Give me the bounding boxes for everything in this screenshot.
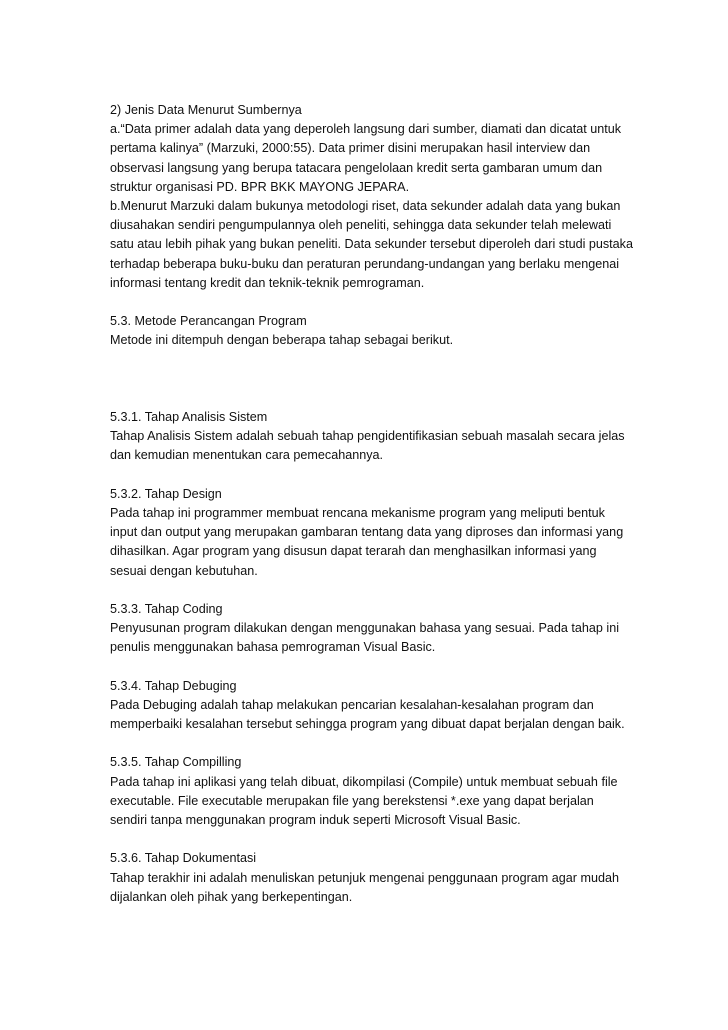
body-line: pertama kalinya” (Marzuki, 2000:55). Data primer disini merupakan hasil interview dan xyxy=(110,141,591,156)
body-line: dan kemudian menentukan cara pemecahannya. xyxy=(110,448,384,463)
body-line: Pada Debuging adalah tahap melakukan pencarian kesalahan-kesalahan program dan xyxy=(110,697,594,712)
section-heading: 5.3.6. Tahap Dokumentasi xyxy=(110,851,257,866)
body-line: Tahap Analisis Sistem adalah sebuah tahap pengidentifikasian sebuah masalah secara jelas xyxy=(110,429,625,444)
section-heading: 5.3.3. Tahap Coding xyxy=(110,601,223,616)
body-line: satu atau lebih pihak yang bukan peneliti. Data sekunder tersebut diperoleh dari studi pustaka xyxy=(110,237,633,252)
body-line: sendiri tanpa menggunakan program induk seperti Microsoft Visual Basic. xyxy=(110,812,521,827)
body-line: a.“Data primer adalah data yang deperoleh langsung dari sumber, diamati dan dicatat untuk xyxy=(110,122,622,137)
body-line: b.Menurut Marzuki dalam bukunya metodologi riset, data sekunder adalah data yang bukan xyxy=(110,198,621,213)
body-line: dihasilkan. Agar program yang disusun dapat terarah dan menghasilkan informasi yang xyxy=(110,544,597,559)
paragraph-gap xyxy=(110,657,670,676)
paragraph-gap xyxy=(110,581,670,600)
body-line: terhadap beberapa buku-buku dan peraturan perundang-undangan yang berlaku mengenai xyxy=(110,256,620,271)
document-body xyxy=(110,101,670,907)
section-heading: 2) Jenis Data Menurut Sumbernya xyxy=(110,103,302,117)
body-line: observasi langsung yang berupa tatacara pengelolaan kredit serta gambaran umum dan xyxy=(110,160,603,175)
body-line: penulis menggunakan bahasa pemrograman Visual Basic. xyxy=(110,640,436,655)
body-line: Pada tahap ini programmer membuat rencana mekanisme program yang meliputi bentuk xyxy=(110,505,605,520)
body-line: informasi tentang kredit dan teknik-teknik pemrograman. xyxy=(110,275,425,290)
body-line: memperbaiki kesalahan tersebut sehingga program yang dibuat dapat berjalan dengan baik. xyxy=(110,717,625,732)
section-heading: 5.3.4. Tahap Debuging xyxy=(110,678,237,693)
body-line: sesuai dengan kebutuhan. xyxy=(110,563,258,578)
section-heading: 5.3. Metode Perancangan Program xyxy=(110,314,307,329)
paragraph-gap xyxy=(110,466,670,485)
body-line: Pada tahap ini aplikasi yang telah dibuat, dikompilasi (Compile) untuk membuat sebuah file xyxy=(110,774,618,789)
paragraph-gap xyxy=(110,734,670,753)
section-heading: 5.3.5. Tahap Compilling xyxy=(110,755,242,770)
body-line: Tahap terakhir ini adalah menuliskan petunjuk mengenai penggunaan program agar mudah xyxy=(110,870,619,885)
body-line: Metode ini ditempuh dengan beberapa tahap sebagai berikut. xyxy=(110,333,454,348)
body-line: dijalankan oleh pihak yang berkepentingan. xyxy=(110,889,353,904)
body-line: diusahakan sendiri pengumpulannya oleh peneliti, sehingga data sekunder telah melewati xyxy=(110,218,612,233)
section-heading: 5.3.2. Tahap Design xyxy=(110,486,222,501)
body-line: Penyusunan program dilakukan dengan menggunakan bahasa yang sesuai. Pada tahap ini xyxy=(110,621,620,636)
body-line: executable. File executable merupakan file yang berekstensi *.exe yang dapat berjalan xyxy=(110,793,594,808)
body-line: input dan output yang merupakan gambaran tentang data yang diproses dan informasi yang xyxy=(110,525,624,540)
paragraph-gap xyxy=(110,293,670,312)
paragraph-gap xyxy=(110,350,670,408)
paragraph-gap xyxy=(110,830,670,849)
body-line: struktur organisasi PD. BPR BKK MAYONG JEPARA. xyxy=(110,179,410,194)
section-heading: 5.3.1. Tahap Analisis Sistem xyxy=(110,410,268,425)
